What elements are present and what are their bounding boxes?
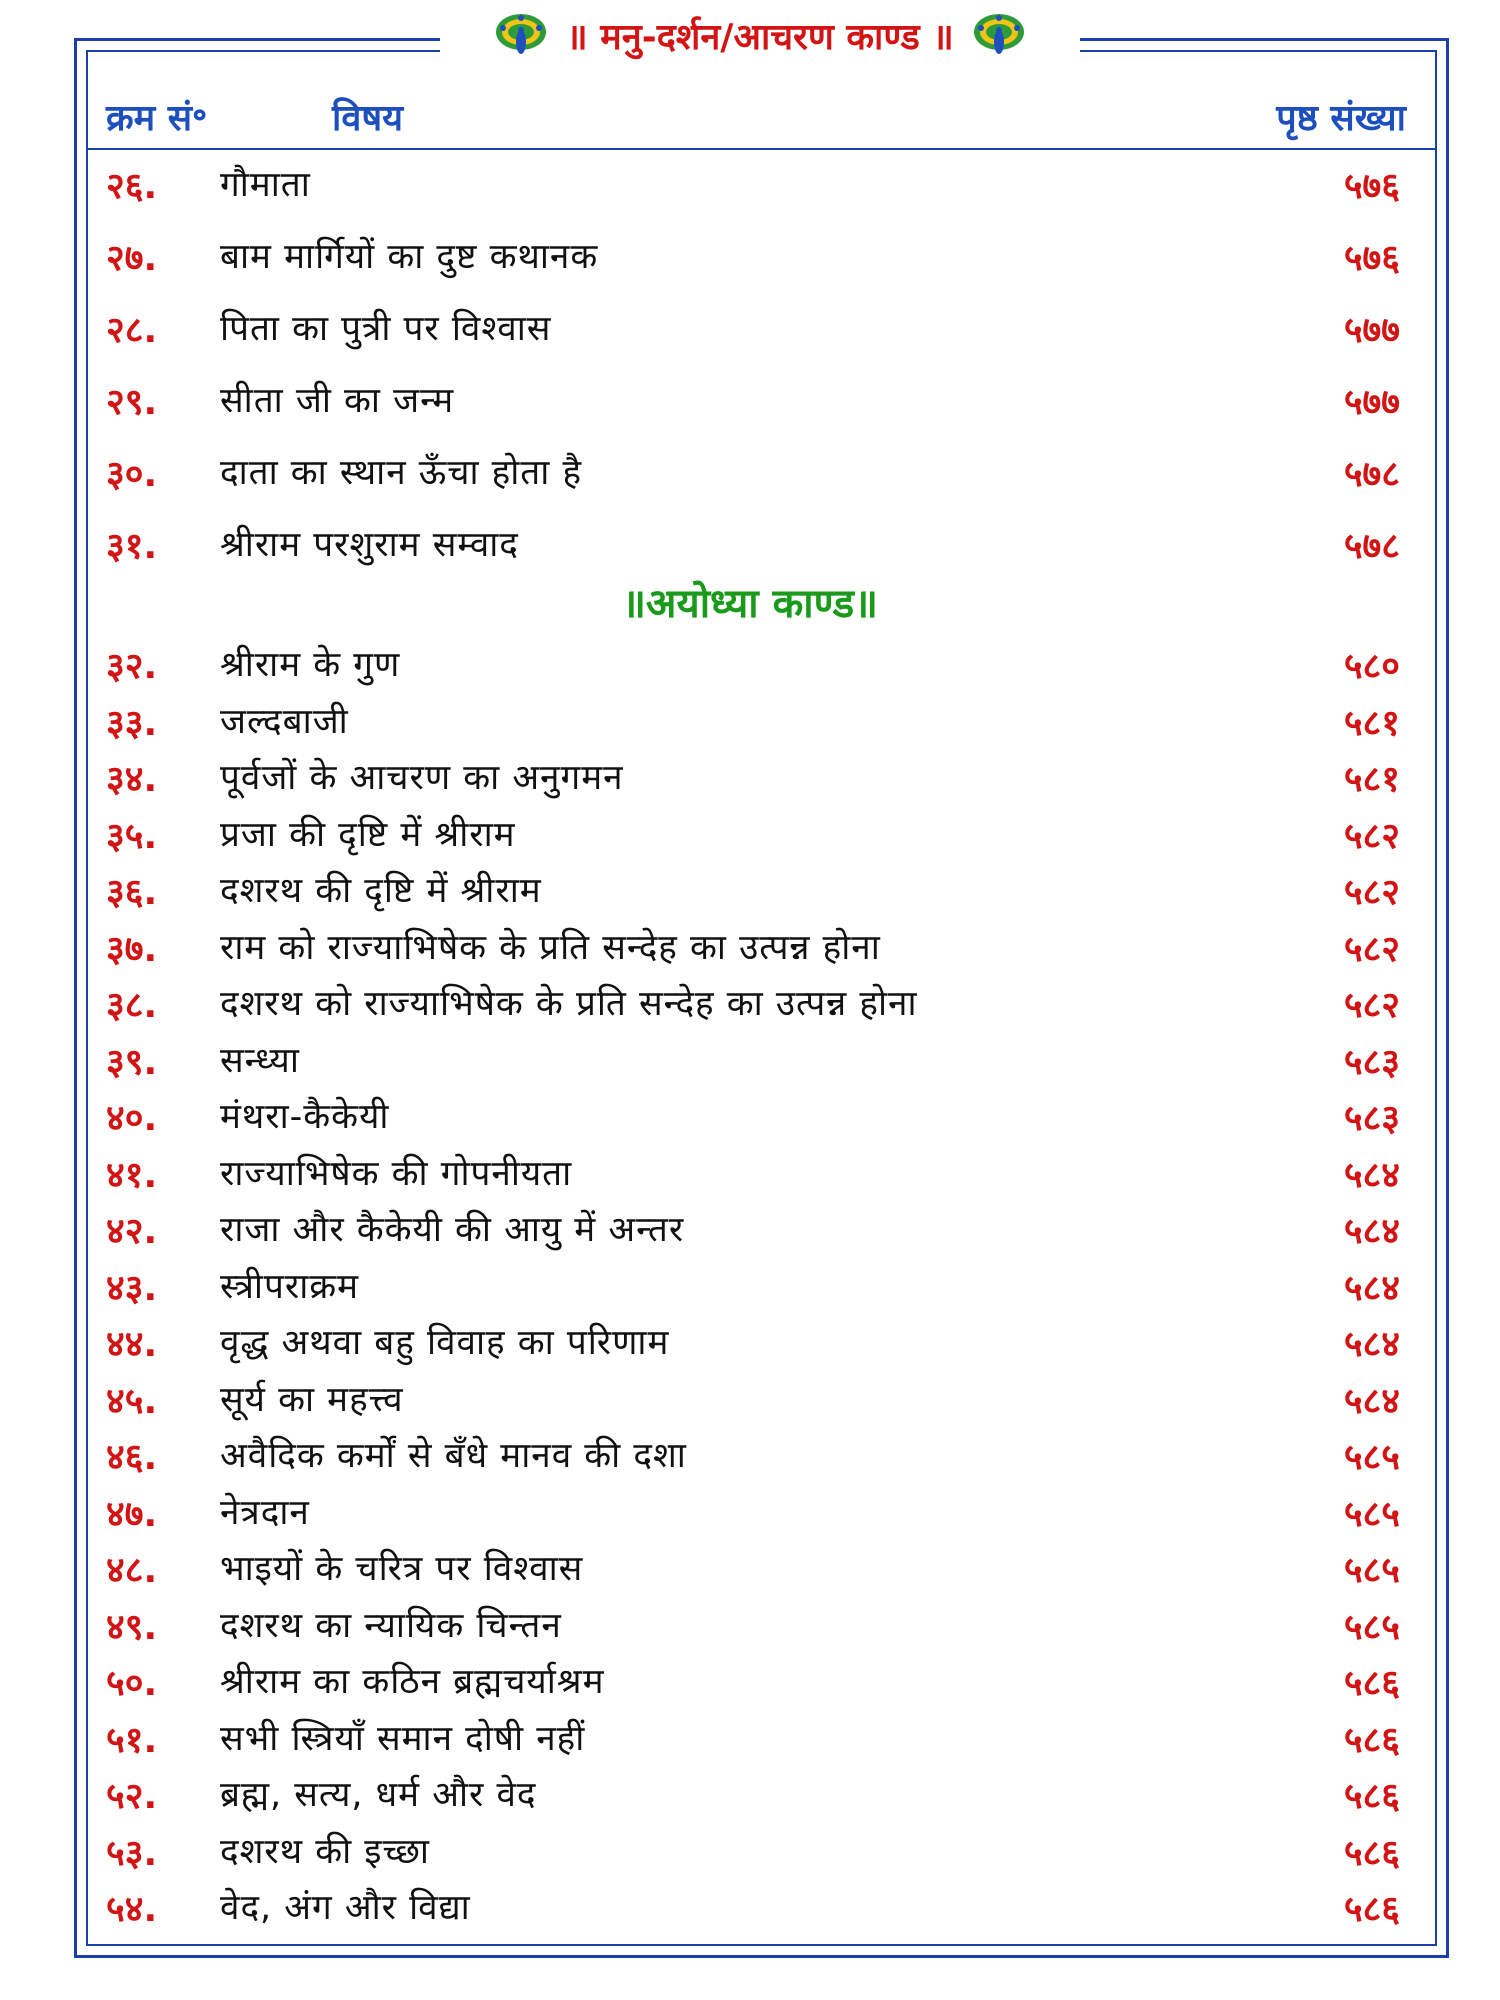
entry-page: ५८४ — [1343, 1267, 1400, 1309]
entry-number: ५४. — [106, 1889, 158, 1930]
entry-number: ३३. — [106, 702, 158, 744]
toc-row — [0, 1431, 1500, 1481]
column-header — [100, 86, 1410, 146]
entry-topic: गौमाता — [220, 165, 311, 205]
entry-page: ५८५ — [1343, 1550, 1400, 1591]
entry-page: ५८६ — [1343, 1889, 1400, 1930]
entry-page: ५८६ — [1343, 1776, 1400, 1817]
entry-topic: नेत्रदान — [220, 1492, 310, 1533]
toc-row — [0, 1544, 1500, 1594]
entry-topic: जल्दबाजी — [220, 701, 349, 742]
toc-row — [0, 1262, 1500, 1312]
entry-topic: पिता का पुत्री पर विश्वास — [220, 309, 552, 349]
entry-topic: ब्रह्म, सत्य, धर्म और वेद — [220, 1775, 537, 1815]
entry-number: ३७. — [106, 928, 158, 970]
toc-row — [0, 1205, 1500, 1255]
toc-row — [0, 376, 1500, 426]
toc-row — [0, 1149, 1500, 1199]
entry-number: ३१. — [106, 526, 158, 567]
entry-number: २८. — [106, 310, 158, 351]
entry-number: २७. — [106, 238, 158, 279]
entry-page: ५८३ — [1343, 1041, 1400, 1083]
entry-number: ३४. — [106, 759, 158, 800]
entry-page: ५७६ — [1343, 166, 1400, 207]
entry-page: ५८५ — [1343, 1437, 1400, 1478]
entry-number: ५१. — [106, 1719, 158, 1761]
toc-row — [0, 304, 1500, 354]
entry-topic: दशरथ को राज्याभिषेक के प्रति सन्देह का उत्पन्न होना — [220, 984, 918, 1024]
entry-number: ३६. — [106, 872, 158, 913]
toc-row — [0, 1036, 1500, 1086]
entry-number: ३२. — [106, 646, 158, 687]
toc-row — [0, 160, 1500, 210]
section-title: ॥अयोध्या काण्ड॥ — [621, 581, 879, 627]
entry-page: ५८३ — [1343, 1098, 1400, 1139]
toc-row — [0, 520, 1500, 570]
entry-topic: वेद, अंग और विद्या — [220, 1888, 471, 1928]
entry-number: ४६. — [106, 1437, 158, 1478]
entry-page: ५८२ — [1343, 985, 1400, 1026]
entry-number: ५०. — [106, 1663, 158, 1704]
entry-number: ४९. — [106, 1606, 158, 1648]
toc-row — [0, 1375, 1500, 1425]
entry-page: ५७८ — [1343, 454, 1400, 495]
toc-row — [0, 753, 1500, 803]
entry-number: ४८. — [106, 1550, 158, 1591]
toc-row — [0, 1657, 1500, 1707]
entry-topic: भाइयों के चरित्र पर विश्वास — [220, 1549, 584, 1589]
entry-topic: स्त्रीपराक्रम — [220, 1266, 360, 1307]
column-serial: क्रम सं॰ — [106, 98, 208, 139]
entry-topic: सभी स्त्रियाँ समान दोषी नहीं — [220, 1718, 586, 1759]
entry-number: ४२. — [106, 1211, 158, 1252]
entry-number: २९. — [106, 382, 158, 423]
entry-page: ५७७ — [1343, 382, 1400, 423]
entry-number: ४७. — [106, 1493, 158, 1535]
column-subject: विषय — [332, 98, 404, 139]
peacock-icon — [972, 10, 1026, 60]
entry-topic: सन्ध्या — [220, 1040, 300, 1081]
entry-page: ५८२ — [1343, 872, 1400, 913]
entry-topic: श्रीराम का कठिन ब्रह्मचर्याश्रम — [220, 1662, 605, 1702]
entry-page: ५८४ — [1343, 1211, 1400, 1252]
entry-page: ५८६ — [1343, 1719, 1400, 1761]
toc-row — [0, 448, 1500, 498]
entry-topic: राज्याभिषेक की गोपनीयता — [220, 1153, 573, 1194]
entry-number: ४३. — [106, 1267, 158, 1309]
toc-row — [0, 866, 1500, 916]
entry-number: ३५. — [106, 815, 158, 857]
toc-row — [0, 1488, 1500, 1538]
column-page: पृष्ठ संख्या — [1276, 98, 1406, 139]
entry-number: ४०. — [106, 1098, 158, 1139]
entry-number: ५३. — [106, 1832, 158, 1874]
entry-topic: सीता जी का जन्म — [220, 381, 455, 421]
entry-number: ४५. — [106, 1380, 158, 1422]
entry-number: ३०. — [106, 454, 158, 495]
toc-row — [0, 1318, 1500, 1368]
toc-row — [0, 1883, 1500, 1933]
entry-page: ५७६ — [1343, 238, 1400, 279]
toc-row — [0, 923, 1500, 973]
header-divider — [88, 148, 1436, 150]
entry-number: ४१. — [106, 1154, 158, 1196]
entry-page: ५८४ — [1343, 1324, 1400, 1365]
entry-topic: मंथरा-कैकेयी — [220, 1097, 390, 1137]
toc-row — [0, 640, 1500, 690]
entry-topic: श्रीराम के गुण — [220, 645, 401, 685]
toc-row — [0, 232, 1500, 282]
toc-row — [0, 1714, 1500, 1764]
entry-topic: वृद्ध अथवा बहु विवाह का परिणाम — [220, 1323, 670, 1363]
toc-row — [0, 979, 1500, 1029]
entry-topic: श्रीराम परशुराम सम्वाद — [220, 525, 519, 565]
entry-page: ५८२ — [1343, 928, 1400, 970]
entry-page: ५८१ — [1343, 759, 1400, 800]
entry-page: ५८५ — [1343, 1606, 1400, 1648]
toc-row — [0, 810, 1500, 860]
entry-number: २६. — [106, 166, 158, 207]
entry-page: ५८६ — [1343, 1832, 1400, 1874]
entry-page: ५८१ — [1343, 702, 1400, 744]
entry-page: ५८५ — [1343, 1493, 1400, 1535]
peacock-icon — [494, 10, 548, 60]
entry-topic: पूर्वजों के आचरण का अनुगमन — [220, 758, 624, 798]
entry-topic: दशरथ की इच्छा — [220, 1831, 430, 1872]
toc-row — [0, 1827, 1500, 1877]
toc-row — [0, 1770, 1500, 1820]
entry-topic: राजा और कैकेयी की आयु में अन्तर — [220, 1210, 685, 1250]
entry-page: ५८४ — [1343, 1380, 1400, 1422]
entry-number: ४४. — [106, 1324, 158, 1365]
entry-topic: दशरथ की दृष्टि में श्रीराम — [220, 871, 542, 911]
entry-topic: अवैदिक कर्मों से बँधे मानव की दशा — [220, 1436, 687, 1476]
entry-page: ५८० — [1343, 646, 1400, 687]
toc-row — [0, 697, 1500, 747]
entry-topic: प्रजा की दृष्टि में श्रीराम — [220, 814, 516, 855]
page-header — [440, 0, 1080, 70]
entry-topic: दशरथ का न्यायिक चिन्तन — [220, 1605, 562, 1646]
entry-page: ५७८ — [1343, 526, 1400, 567]
entry-page: ५७७ — [1343, 310, 1400, 351]
entry-number: ५२. — [106, 1776, 158, 1817]
entry-number: ३८. — [106, 985, 158, 1026]
toc-row — [0, 1092, 1500, 1142]
entry-topic: राम को राज्याभिषेक के प्रति सन्देह का उत्पन्न होना — [220, 927, 881, 968]
entry-topic: सूर्य का महत्त्व — [220, 1379, 404, 1420]
entry-page: ५८४ — [1343, 1154, 1400, 1196]
toc-row — [0, 1601, 1500, 1651]
entry-topic: बाम मार्गियों का दुष्ट कथानक — [220, 237, 599, 277]
entry-number: ३९. — [106, 1041, 158, 1083]
entry-page: ५८२ — [1343, 815, 1400, 857]
header-title: ॥ मनु-दर्शन/आचरण काण्ड ॥ — [566, 16, 954, 58]
entry-page: ५८६ — [1343, 1663, 1400, 1704]
entry-topic: दाता का स्थान ऊँचा होता है — [220, 453, 583, 493]
